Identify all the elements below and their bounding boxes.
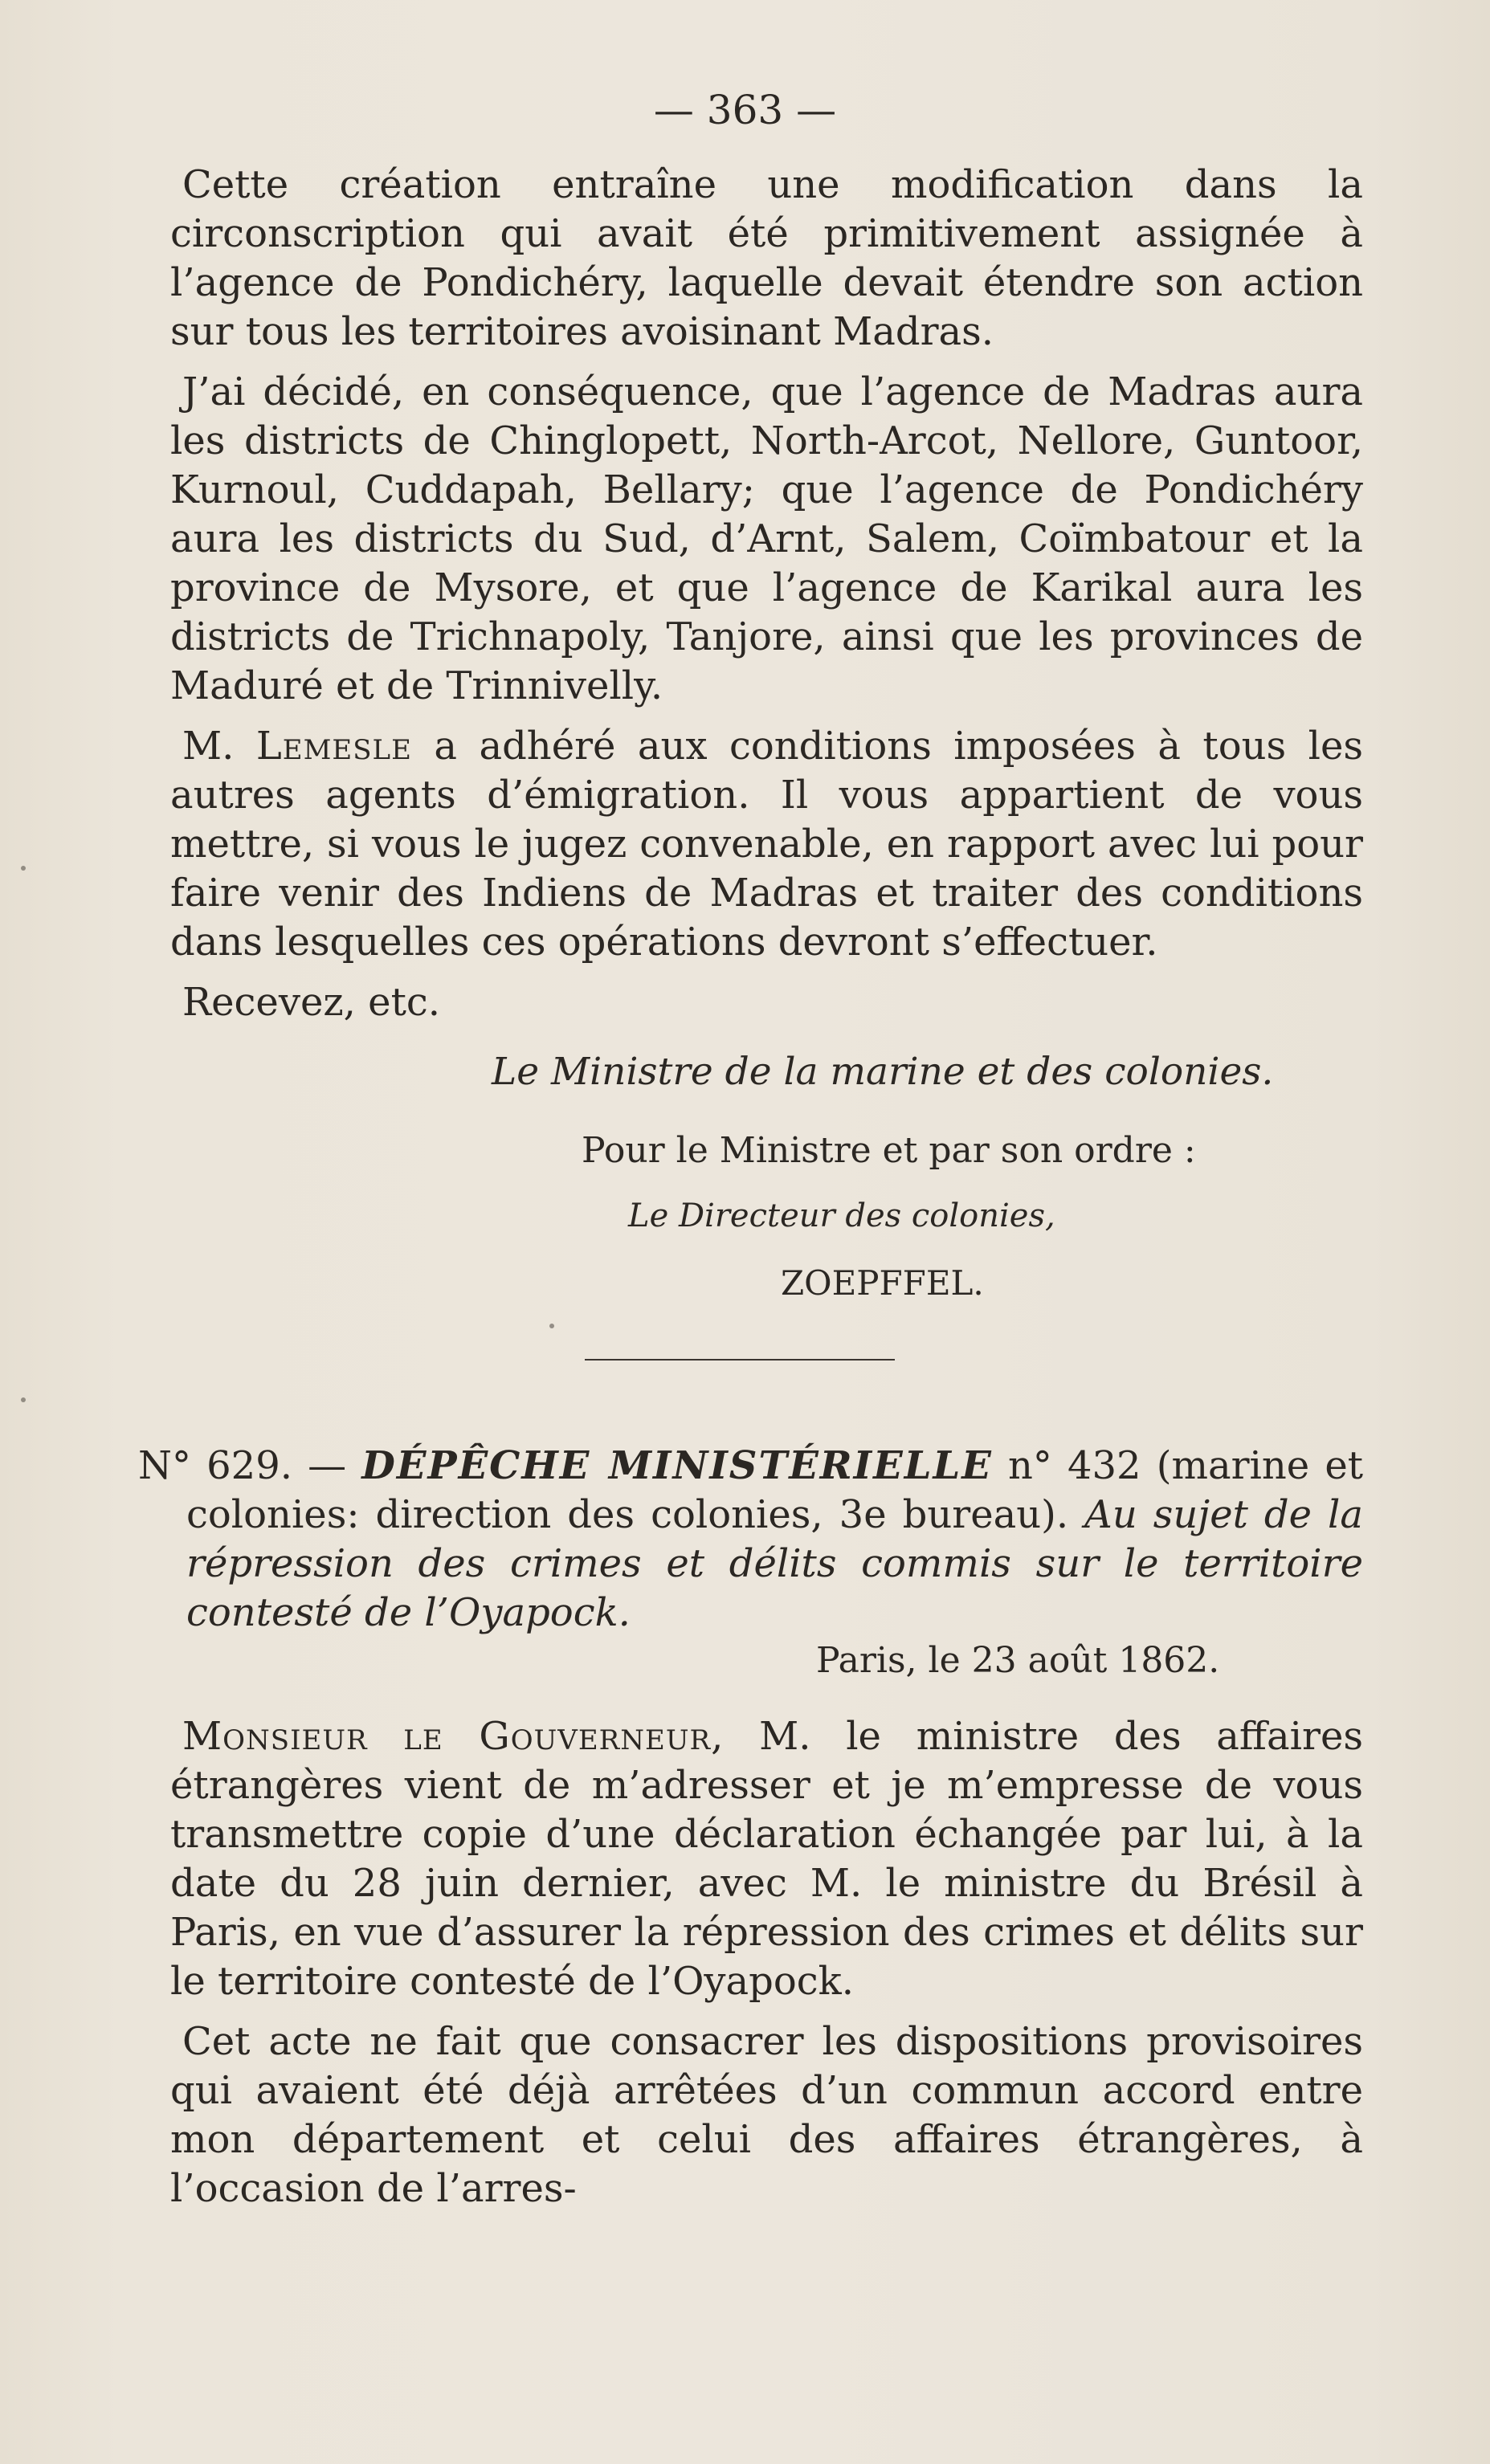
signature-by-order: Pour le Ministre et par son ordre : — [582, 1130, 1196, 1171]
signature-director: Le Directeur des colonies, — [628, 1197, 1055, 1234]
paper-speck — [549, 1324, 554, 1328]
paragraph-3-lead: M. — [182, 724, 235, 769]
paragraph-2: J’ai décidé, en conséquence, que l’agence de Madras aura les districts de Chinglopett, North-Arcot, Nellore, Guntoor, Kurnoul, Cuddapah, Bellary; que l’agence de Pondichéry aura les districts du Sud, d’Arnt, Salem, Coïmbatour et la province de Mysore, et que l’agence de Karikal aura les districts de Trichnapoly, Tanjore, ainsi que les provinces de Maduré et de Trinnivelly. — [170, 369, 1363, 708]
signature-name: ZOEPFFEL. — [781, 1263, 984, 1303]
paragraph-1: Cette création entraîne une modification dans la circonscription qui avait été primitivement assignée à l’agence de Pondichéry, laquelle devait étendre son action sur tous les territoires avoisinant Madras. — [170, 162, 1363, 354]
section-1-body — [170, 161, 1363, 1027]
paragraph-3-text: a adhéré aux conditions imposées à tous les autres agents d’émigration. Il vous appartient de vous mettre, si vous le jugez convenable, en rapport avec lui pour faire venir des Indiens de Madras et traiter des conditions dans lesquelles ces opérations devront s’effectuer. — [170, 724, 1363, 965]
dispatch-number: N° 629. — — [138, 1443, 347, 1488]
dispatch-title: DÉPÊCHE MINISTÉRIELLE — [361, 1443, 993, 1488]
dispatch-heading — [138, 1442, 1363, 1638]
paper-speck — [21, 866, 26, 871]
paper-speck — [21, 1397, 26, 1402]
closing-formula: Recevez, etc. — [182, 980, 440, 1025]
dateline: Paris, le 23 août 1862. — [816, 1640, 1220, 1681]
dispatch-reference: n° 432 (marine et colonies: direction des colonies, 3e bureau). — [186, 1443, 1364, 1537]
salutation: Monsieur le Gouverneur, — [182, 1714, 725, 1759]
section-divider — [585, 1359, 895, 1361]
agent-name: Lemesle — [255, 724, 412, 769]
dispatch-subject: Au sujet de la répression des crimes et délits commis sur le territoire contesté de l’Oyapock. — [186, 1492, 1364, 1635]
section-2-body — [170, 1712, 1363, 2213]
signature-minister: Le Ministre de la marine et des colonies. — [492, 1050, 1274, 1094]
letter-paragraph-1-text: M. le ministre des affaires étrangères vient de m’adresser et je m’empresse de vous transmettre copie d’une déclaration échangée par lui, à la date du 28 juin dernier, avec M. le ministre du Brésil à Paris, en vue d’assurer la répression des crimes et délits sur le territoire contesté de l’Oyapock. — [170, 1714, 1363, 2004]
paragraph-3 — [170, 722, 1363, 967]
dispatch-heading-text — [138, 1442, 1363, 1638]
letter-paragraph-1 — [170, 1712, 1363, 2006]
page-number: — 363 — — [653, 87, 837, 133]
letter-paragraph-2: Cet acte ne fait que consacrer les dispositions provisoires qui avaient été déjà arrêtées d’un commun accord entre mon département et celui des affaires étrangères, à l’occasion de l’arres- — [170, 2019, 1363, 2211]
